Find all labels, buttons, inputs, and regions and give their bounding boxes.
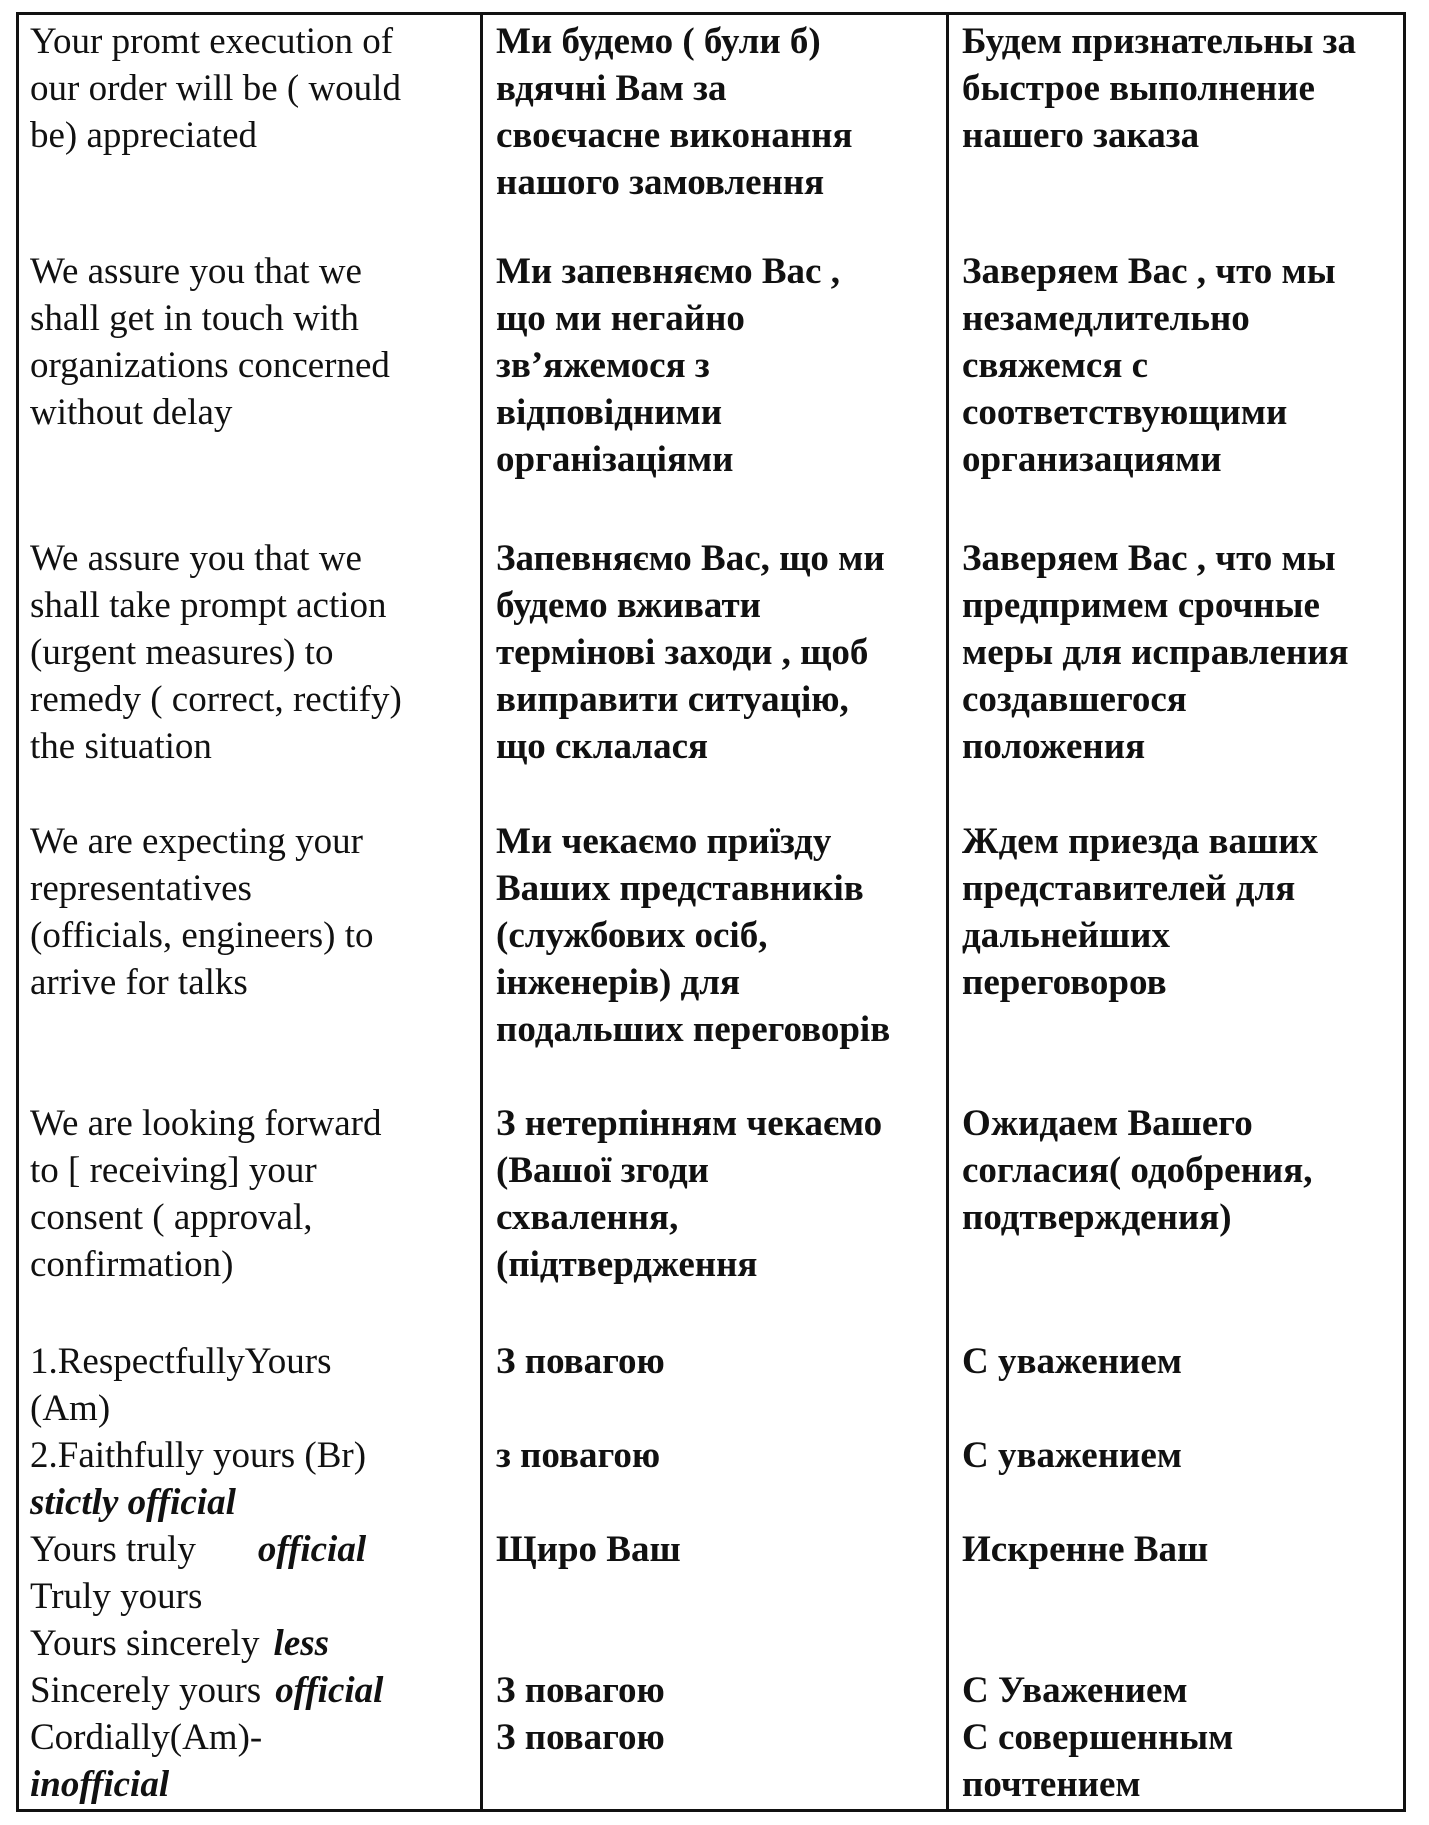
closing-line: Yours sincerely less <box>30 1623 330 1664</box>
row-5-english: We are looking forward to [ receiving] your consent ( approval, confirmation) <box>30 1103 382 1285</box>
column-divider-2 <box>946 12 949 1812</box>
closing-line: 2.Faithfully yours (Br) <box>30 1435 367 1476</box>
register-tag: stictly official <box>30 1482 236 1523</box>
row-4-ukrainian: Ми чекаємо приїзду Ваших представників (службових осіб, інженерів) для подальших переговорів <box>496 821 891 1050</box>
register-tag: official <box>257 1529 367 1570</box>
closing-ru-2: С уважением <box>962 1435 1182 1476</box>
closing-uk-4: З повагою <box>496 1670 665 1711</box>
table-border-left <box>16 12 19 1812</box>
closings-english <box>30 1338 470 1808</box>
closing-ru-4: С Уважением <box>962 1670 1188 1711</box>
row-2-ukrainian: Ми запевняємо Вас , що ми негайно зв’яжемося з відповідними організаціями <box>496 251 840 480</box>
row-1-english: Your promt execution of our order will be ( would be) appreciated <box>30 21 401 156</box>
row-5-russian: Ожидаем Вашего согласия( одобрения, подтверждения) <box>962 1103 1313 1238</box>
row-1-ukrainian: Ми будемо ( були б) вдячні Вам за своєчасне виконання нашого замовлення <box>496 21 853 203</box>
column-divider-1 <box>480 12 483 1812</box>
register-tag: inofficial <box>30 1764 170 1805</box>
row-3-ukrainian: Запевняємо Вас, що ми будемо вживати термінові заходи , щоб виправити ситуацію, що склалася <box>496 538 885 767</box>
row-3-russian: Заверяем Вас , что мы предпримем срочные меры для исправления создавшегося положения <box>962 538 1349 767</box>
row-2-russian: Заверяем Вас , что мы незамедлительно свяжемся с соответствующими организациями <box>962 251 1336 480</box>
closing-line: Sincerely yours official <box>30 1670 384 1711</box>
closing-line: Cordially(Am)- <box>30 1717 263 1758</box>
row-2-english: We assure you that we shall get in touch with organizations concerned without delay <box>30 251 390 433</box>
row-1-russian: Будем признательны за быстрое выполнение нашего заказа <box>962 21 1356 156</box>
closing-uk-5: З повагою <box>496 1717 665 1758</box>
closing-line: Yours truly official <box>30 1529 367 1570</box>
register-tag: official <box>275 1670 384 1711</box>
closing-line <box>30 1761 470 1808</box>
row-4-english: We are expecting your representatives (officials, engineers) to arrive for talks <box>30 821 374 1003</box>
closing-uk-1: З повагою <box>496 1341 665 1382</box>
closing-ru-5: С совершенным почтением <box>962 1717 1234 1805</box>
row-3-english: We assure you that we shall take prompt action (urgent measures) to remedy ( correct, rectify) the situation <box>30 538 402 767</box>
closing-uk-3: Щиро Ваш <box>496 1529 681 1570</box>
closing-ru-3: Искренне Ваш <box>962 1529 1209 1570</box>
closing-uk-2: з повагою <box>496 1435 661 1476</box>
row-4-russian: Ждем приезда ваших представителей для дальнейших переговоров <box>962 821 1319 1003</box>
closing-ru-1: С уважением <box>962 1341 1182 1382</box>
closing-line: (Am) <box>30 1388 111 1429</box>
closing-line: Truly yours <box>30 1576 203 1617</box>
closing-line: 1.RespectfullyYours <box>30 1341 332 1382</box>
table-border-right <box>1403 12 1406 1812</box>
register-tag: less <box>273 1623 330 1664</box>
closing-line <box>30 1479 470 1526</box>
row-5-ukrainian: З нетерпінням чекаємо (Вашої згоди схвалення, (підтвердження <box>496 1103 883 1285</box>
